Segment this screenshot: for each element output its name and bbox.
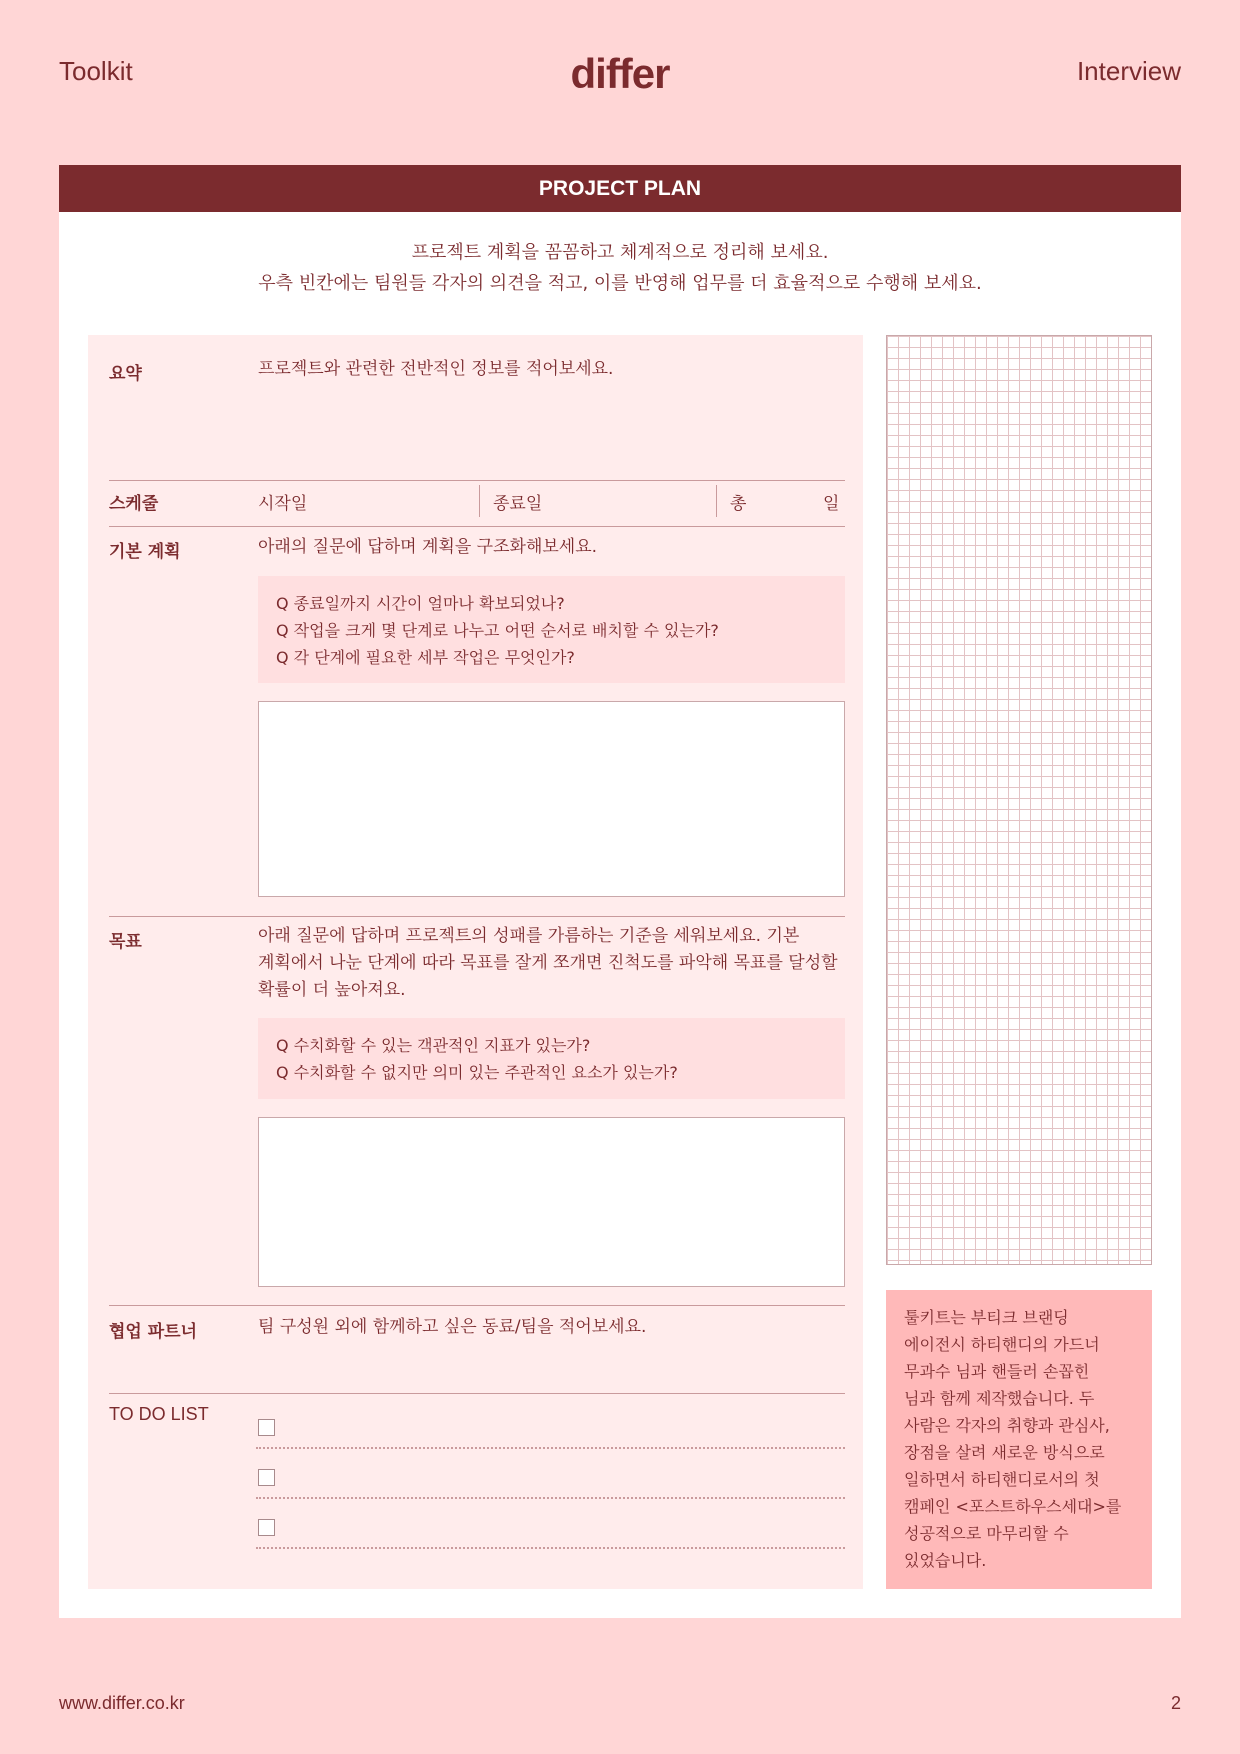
goal-instruction-line: 아래 질문에 답하며 프로젝트의 성패를 가름하는 기준을 세워보세요. 기본	[258, 926, 800, 946]
todo-item[interactable]	[256, 1509, 845, 1549]
note-line: 캠페인 <포스트하우스세대>를	[904, 1497, 1122, 1516]
differ-logo: differ	[570, 50, 670, 97]
intro-line-2: 우측 빈칸에는 팀원들 각자의 의견을 적고, 이를 반영해 업무를 더 효율적으로 수행해 보세요.	[258, 273, 982, 294]
schedule-label: 스케줄	[109, 494, 159, 514]
divider	[109, 916, 845, 917]
note-line: 사람은 각자의 취향과 관심사,	[904, 1416, 1110, 1435]
page-number: 2	[1170, 1693, 1181, 1713]
intro-line-1: 프로젝트 계획을 꼼꼼하고 체계적으로 정리해 보세요.	[411, 242, 829, 263]
question-item: Q 작업을 크게 몇 단계로 나누고 어떤 순서로 배치할 수 있는가?	[276, 621, 719, 640]
divider	[109, 526, 845, 527]
end-date-field[interactable]: 종료일	[493, 494, 543, 514]
question-item: Q 수치화할 수 없지만 의미 있는 주관적인 요소가 있는가?	[276, 1063, 678, 1082]
partner-label: 협업 파트너	[109, 1322, 198, 1342]
todo-checkbox[interactable]	[258, 1469, 275, 1486]
page-title: PROJECT PLAN	[59, 165, 1181, 212]
note-line: 님과 함께 제작했습니다. 두	[904, 1389, 1095, 1408]
footer-url-link[interactable]: www.differ.co.kr	[59, 1693, 185, 1713]
goal-answer-box[interactable]	[258, 1117, 845, 1287]
start-date-field[interactable]: 시작일	[258, 494, 308, 514]
todo-item[interactable]	[256, 1409, 845, 1449]
divider	[479, 485, 480, 517]
note-line: 있었습니다.	[904, 1551, 987, 1570]
todo-label: TO DO LIST	[109, 1404, 209, 1424]
total-days-label[interactable]: 총	[730, 494, 747, 514]
note-line: 에이전시 하티핸디의 가드너	[904, 1335, 1100, 1354]
question-item: Q 수치화할 수 있는 객관적인 지표가 있는가?	[276, 1036, 591, 1055]
divider	[109, 480, 845, 481]
goal-instruction-line: 계획에서 나눈 단계에 따라 목표를 잘게 쪼개면 진척도를 파악해 목표를 달성할	[258, 953, 838, 973]
project-plan-sheet	[59, 165, 1181, 1618]
note-line: 성공적으로 마무리할 수	[904, 1524, 1069, 1543]
credits-note	[886, 1290, 1152, 1589]
note-line: 일하면서 하티핸디로서의 첫	[904, 1470, 1100, 1489]
note-line: 툴키트는 부티크 브랜딩	[904, 1308, 1069, 1327]
summary-instruction[interactable]: 프로젝트와 관련한 전반적인 정보를 적어보세요.	[258, 359, 614, 379]
basic-plan-answer-box[interactable]	[258, 701, 845, 897]
note-line: 장점을 살려 새로운 방식으로	[904, 1443, 1105, 1462]
team-notes-grid[interactable]	[886, 335, 1152, 1265]
goal-questions	[258, 1018, 845, 1099]
basic-plan-label: 기본 계획	[109, 542, 181, 562]
question-item: Q 각 단계에 필요한 세부 작업은 무엇인가?	[276, 648, 575, 667]
summary-label: 요약	[109, 364, 142, 384]
header-toolkit-label: Toolkit	[59, 56, 133, 86]
basic-plan-instruction: 아래의 질문에 답하며 계획을 구조화해보세요.	[258, 537, 598, 557]
todo-item[interactable]	[256, 1459, 845, 1499]
header-interview-label: Interview	[1076, 56, 1181, 86]
goal-instruction-line: 확률이 더 높아져요.	[258, 980, 406, 1000]
days-unit-label: 일	[823, 494, 840, 514]
divider	[109, 1305, 845, 1306]
intro-text	[59, 237, 1181, 299]
divider	[109, 1393, 845, 1394]
basic-plan-questions	[258, 576, 845, 683]
todo-checkbox[interactable]	[258, 1419, 275, 1436]
goal-label: 목표	[109, 932, 142, 952]
plan-form-panel	[88, 335, 863, 1589]
partner-instruction[interactable]: 팀 구성원 외에 함께하고 싶은 동료/팀을 적어보세요.	[258, 1317, 647, 1337]
schedule-fields	[258, 485, 845, 517]
question-item: Q 종료일까지 시간이 얼마나 확보되었나?	[276, 594, 565, 613]
note-line: 무과수 님과 핸들러 손꼽힌	[904, 1362, 1090, 1381]
goal-instruction	[258, 923, 845, 1004]
todo-checkbox[interactable]	[258, 1519, 275, 1536]
divider	[716, 485, 717, 517]
